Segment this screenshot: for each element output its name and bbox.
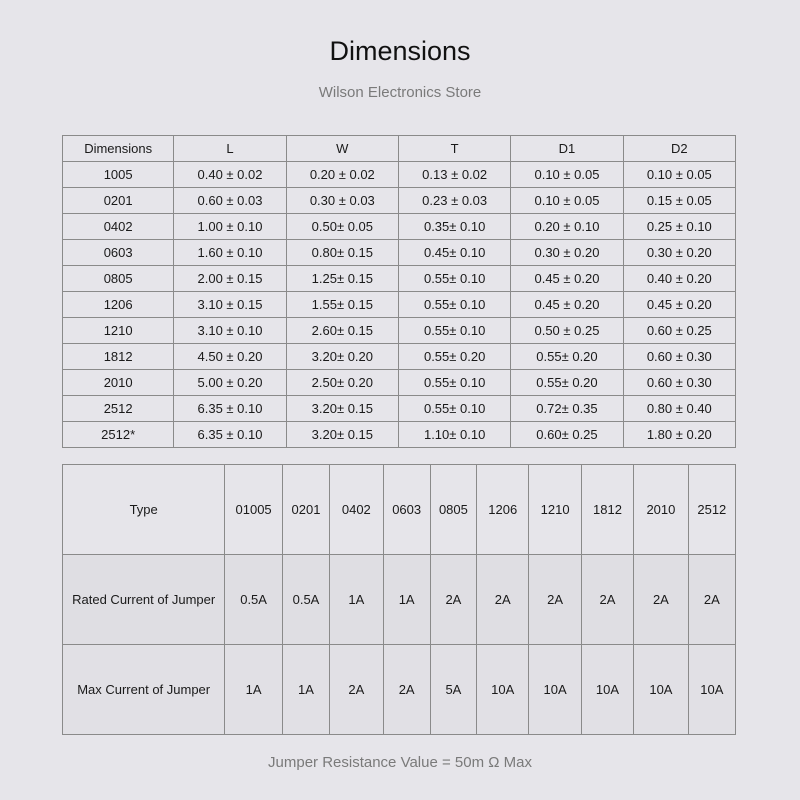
dimension-value-cell: 0.30 ± 0.20 (623, 240, 735, 266)
jumper-value-cell: 1210 (529, 465, 581, 555)
dimension-value-cell: 0.55± 0.10 (398, 396, 510, 422)
jumper-value-cell: 0201 (282, 465, 329, 555)
dimension-value-cell: 0.30 ± 0.03 (286, 188, 398, 214)
dimensions-header-cell: L (174, 136, 286, 162)
dimension-value-cell: 3.10 ± 0.10 (174, 318, 286, 344)
dimension-value-cell: 0.23 ± 0.03 (398, 188, 510, 214)
size-code-cell: 1812 (63, 344, 174, 370)
dimension-value-cell: 0.80± 0.15 (286, 240, 398, 266)
jumper-value-cell: 1812 (581, 465, 633, 555)
dimension-value-cell: 6.35 ± 0.10 (174, 422, 286, 448)
row-label-cell: Type (63, 465, 225, 555)
jumper-value-cell: 0805 (430, 465, 476, 555)
jumper-value-cell: 2512 (688, 465, 735, 555)
dimension-value-cell: 3.20± 0.15 (286, 396, 398, 422)
dimension-value-cell: 3.20± 0.20 (286, 344, 398, 370)
table-row (63, 188, 736, 214)
dimension-value-cell: 0.55± 0.10 (398, 370, 510, 396)
dimension-value-cell: 0.25 ± 0.10 (623, 214, 735, 240)
dimension-value-cell: 0.45± 0.10 (398, 240, 510, 266)
dimensions-header-cell: T (398, 136, 510, 162)
jumper-value-cell: 1206 (477, 465, 529, 555)
dimension-value-cell: 4.50 ± 0.20 (174, 344, 286, 370)
dimension-value-cell: 0.20 ± 0.10 (511, 214, 623, 240)
jumper-value-cell: 2A (634, 555, 688, 645)
table-row (63, 396, 736, 422)
dimension-value-cell: 0.45 ± 0.20 (623, 292, 735, 318)
table-row (63, 318, 736, 344)
jumper-value-cell: 0.5A (282, 555, 329, 645)
dimension-value-cell: 2.60± 0.15 (286, 318, 398, 344)
dimension-value-cell: 2.00 ± 0.15 (174, 266, 286, 292)
jumper-value-cell: 2A (430, 555, 476, 645)
jumper-current-table (62, 464, 736, 735)
jumper-value-cell: 1A (282, 645, 329, 735)
jumper-value-cell: 2A (383, 645, 430, 735)
jumper-value-cell: 1A (225, 645, 283, 735)
dimension-value-cell: 0.72± 0.35 (511, 396, 623, 422)
table-row (63, 422, 736, 448)
jumper-value-cell: 0.5A (225, 555, 283, 645)
jumper-resistance-note: Jumper Resistance Value = 50m Ω Max (268, 754, 532, 771)
size-code-cell: 2512* (63, 422, 174, 448)
dimension-value-cell: 0.15 ± 0.05 (623, 188, 735, 214)
jumper-value-cell: 2A (477, 555, 529, 645)
table-row (63, 370, 736, 396)
jumper-value-cell: 10A (581, 645, 633, 735)
dimension-value-cell: 0.10 ± 0.05 (511, 162, 623, 188)
jumper-value-cell: 5A (430, 645, 476, 735)
table-row (63, 344, 736, 370)
dimension-value-cell: 0.50± 0.05 (286, 214, 398, 240)
dimension-value-cell: 0.45 ± 0.20 (511, 292, 623, 318)
dimension-value-cell: 0.30 ± 0.20 (511, 240, 623, 266)
store-name: Wilson Electronics Store (318, 84, 482, 101)
table-row (63, 555, 736, 645)
dimensions-header-row (63, 136, 736, 162)
jumper-value-cell: 2A (688, 555, 735, 645)
jumper-value-cell: 1A (330, 555, 383, 645)
dimension-value-cell: 0.55± 0.10 (398, 292, 510, 318)
dimension-value-cell: 0.60± 0.25 (511, 422, 623, 448)
dimension-value-cell: 0.13 ± 0.02 (398, 162, 510, 188)
size-code-cell: 1210 (63, 318, 174, 344)
dimension-value-cell: 0.20 ± 0.02 (286, 162, 398, 188)
dimension-value-cell: 0.60 ± 0.03 (174, 188, 286, 214)
dimension-value-cell: 0.55± 0.20 (398, 344, 510, 370)
page-title: Dimensions (329, 36, 471, 66)
size-code-cell: 0805 (63, 266, 174, 292)
dimensions-header-cell: W (286, 136, 398, 162)
dimension-value-cell: 1.80 ± 0.20 (623, 422, 735, 448)
dimension-value-cell: 1.60 ± 0.10 (174, 240, 286, 266)
row-label-cell: Rated Current of Jumper (63, 555, 225, 645)
size-code-cell: 2512 (63, 396, 174, 422)
table-row (63, 240, 736, 266)
table-row (63, 645, 736, 735)
table-row (63, 465, 736, 555)
table-row (63, 214, 736, 240)
dimension-value-cell: 0.55± 0.20 (511, 344, 623, 370)
row-label-cell: Max Current of Jumper (63, 645, 225, 735)
dimension-value-cell: 1.10± 0.10 (398, 422, 510, 448)
dimension-value-cell: 1.25± 0.15 (286, 266, 398, 292)
jumper-value-cell: 1A (383, 555, 430, 645)
dimension-value-cell: 0.10 ± 0.05 (623, 162, 735, 188)
size-code-cell: 2010 (63, 370, 174, 396)
size-code-cell: 1005 (63, 162, 174, 188)
table-row (63, 266, 736, 292)
dimensions-header-cell: D1 (511, 136, 623, 162)
dimensions-header-cell: D2 (623, 136, 735, 162)
dimension-value-cell: 0.45 ± 0.20 (511, 266, 623, 292)
size-code-cell: 1206 (63, 292, 174, 318)
dimension-value-cell: 3.20± 0.15 (286, 422, 398, 448)
dimension-value-cell: 0.60 ± 0.25 (623, 318, 735, 344)
dimension-value-cell: 5.00 ± 0.20 (174, 370, 286, 396)
dimension-value-cell: 0.55± 0.10 (398, 318, 510, 344)
jumper-value-cell: 0402 (330, 465, 383, 555)
dimension-value-cell: 6.35 ± 0.10 (174, 396, 286, 422)
dimension-value-cell: 1.00 ± 0.10 (174, 214, 286, 240)
dimensions-header-cell: Dimensions (63, 136, 174, 162)
jumper-value-cell: 2A (330, 645, 383, 735)
jumper-value-cell: 10A (529, 645, 581, 735)
dimension-value-cell: 0.10 ± 0.05 (511, 188, 623, 214)
jumper-value-cell: 10A (634, 645, 688, 735)
dimension-value-cell: 0.50 ± 0.25 (511, 318, 623, 344)
dimension-value-cell: 0.80 ± 0.40 (623, 396, 735, 422)
dimension-value-cell: 1.55± 0.15 (286, 292, 398, 318)
size-code-cell: 0603 (63, 240, 174, 266)
jumper-value-cell: 01005 (225, 465, 283, 555)
dimension-value-cell: 0.40 ± 0.20 (623, 266, 735, 292)
dimension-value-cell: 2.50± 0.20 (286, 370, 398, 396)
jumper-value-cell: 10A (477, 645, 529, 735)
dimension-value-cell: 0.60 ± 0.30 (623, 344, 735, 370)
jumper-value-cell: 2010 (634, 465, 688, 555)
jumper-value-cell: 2A (581, 555, 633, 645)
dimensions-table (62, 135, 736, 448)
dimension-value-cell: 0.35± 0.10 (398, 214, 510, 240)
size-code-cell: 0402 (63, 214, 174, 240)
table-row (63, 162, 736, 188)
jumper-value-cell: 0603 (383, 465, 430, 555)
jumper-value-cell: 2A (529, 555, 581, 645)
dimension-value-cell: 0.40 ± 0.02 (174, 162, 286, 188)
dimension-value-cell: 3.10 ± 0.15 (174, 292, 286, 318)
dimension-value-cell: 0.55± 0.20 (511, 370, 623, 396)
dimension-value-cell: 0.55± 0.10 (398, 266, 510, 292)
table-row (63, 292, 736, 318)
jumper-value-cell: 10A (688, 645, 735, 735)
size-code-cell: 0201 (63, 188, 174, 214)
dimension-value-cell: 0.60 ± 0.30 (623, 370, 735, 396)
